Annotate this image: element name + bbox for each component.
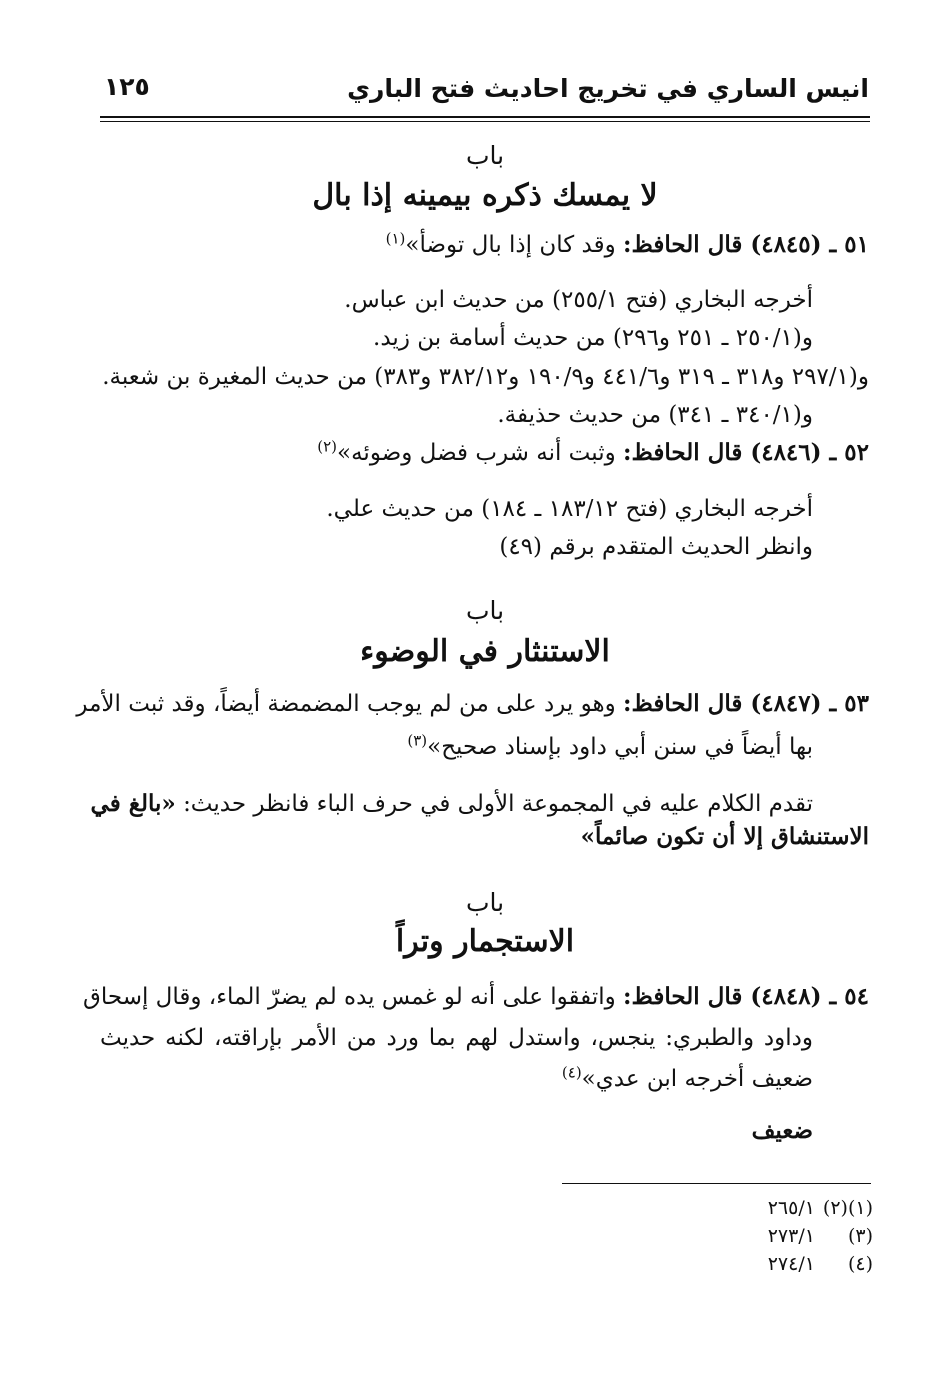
takhrij-line: وانظر الحديث المتقدم برقم (٤٩) [499, 534, 813, 560]
bab-label: باب [465, 141, 505, 170]
hadith-entry-51 [100, 229, 869, 261]
footnote-ref: ٢٧٤/١ [767, 1253, 815, 1275]
footnote [768, 1250, 873, 1278]
comment-line [90, 788, 813, 820]
footnote [768, 1222, 873, 1250]
entry-text-line [100, 1063, 813, 1095]
footnote-marker: (٣) [847, 1225, 873, 1247]
entry-text: واتفقوا على أنه لو غمس يده لم يضرّ الماء، وقال إسحاق [83, 984, 616, 1010]
hadith-quote: «بالغ في [90, 790, 176, 817]
bab-label: باب [465, 596, 505, 625]
footnote-marker: (١) [385, 229, 406, 248]
takhrij-line: و(٢٩٧/١ و٣١٨ ـ ٣١٩ و٤٤١/٦ و١٩٠/٩ و٣٨٢/١٢ و٣٨٣) من حديث المغيرة بن شعبة. [102, 364, 869, 390]
takhrij-line: و(٣٤٠/١ ـ ٣٤١) من حديث حذيفة. [497, 402, 813, 428]
entry-number: ٥٤ ـ (٤٨٤٨) قال الحافظ: [623, 983, 869, 1010]
footnote-ref: ٢٧٣/١ [767, 1225, 815, 1247]
takhrij-line: أخرجه البخاري (فتح ١٨٣/١٢ ـ ١٨٤) من حديث علي. [326, 496, 813, 522]
footnote-marker: (٢) [317, 437, 338, 456]
hadith-entry-52 [100, 437, 869, 469]
section-title: الاستجمار وتراً [395, 924, 575, 959]
entry-text-line: وداود والطبري: ينجس، واستدل لهم بما ورد من الأمر بإراقته، لكنه حديث [100, 1025, 813, 1051]
entry-text-line [100, 731, 813, 763]
running-header-title: انيس الساري في تخريج احاديث فتح الباري [347, 74, 869, 103]
page-number: ١٢٥ [104, 72, 150, 101]
entry-text: بها أيضاً في سنن أبي داود بإسناد صحيح» [427, 734, 813, 760]
header-rule [100, 116, 870, 118]
entry-text: وثبت أنه شرب فضل وضوئه» [337, 440, 616, 466]
entry-number: ٥١ ـ (٤٨٤٥) قال الحافظ: [623, 231, 869, 258]
footnote-marker: (٤) [561, 1063, 582, 1082]
takhrij-line: أخرجه البخاري (فتح ٢٥٥/١) من حديث ابن عباس. [344, 287, 813, 313]
header-rule-thin [100, 121, 870, 122]
hadith-quote-cont: الاستنشاق إلا أن تكون صائماً» [580, 823, 869, 850]
footnote [768, 1194, 873, 1222]
entry-text: وقد كان إذا بال توضأ» [405, 232, 616, 258]
footnote-marker: (١)(٢) [822, 1197, 873, 1219]
footnote-rule [562, 1183, 871, 1184]
hadith-entry-53 [76, 688, 869, 720]
entry-number: ٥٣ ـ (٤٨٤٧) قال الحافظ: [623, 690, 869, 717]
section-title: الاستنثار في الوضوء [360, 634, 610, 669]
entry-text: ضعيف أخرجه ابن عدي» [581, 1066, 813, 1092]
footnote-marker: (٣) [407, 731, 428, 750]
comment-text: تقدم الكلام عليه في المجموعة الأولى في حرف الباء فانظر حديث: [183, 791, 813, 817]
entry-text: وهو يرد على من لم يوجب المضمضة أيضاً، وقد ثبت الأمر [76, 691, 616, 717]
footnote-marker: (٤) [847, 1253, 873, 1275]
takhrij-line: و(٢٥٠/١ ـ ٢٥١ و٢٩٦) من حديث أسامة بن زيد. [373, 325, 813, 351]
entry-number: ٥٢ ـ (٤٨٤٦) قال الحافظ: [623, 439, 869, 466]
verdict: ضعيف [751, 1117, 813, 1144]
section-title: لا يمسك ذكره بيمينه إذا بال [312, 178, 658, 213]
bab-label: باب [465, 888, 505, 917]
hadith-entry-54 [83, 981, 869, 1013]
footnote-ref: ٢٦٥/١ [767, 1197, 815, 1219]
